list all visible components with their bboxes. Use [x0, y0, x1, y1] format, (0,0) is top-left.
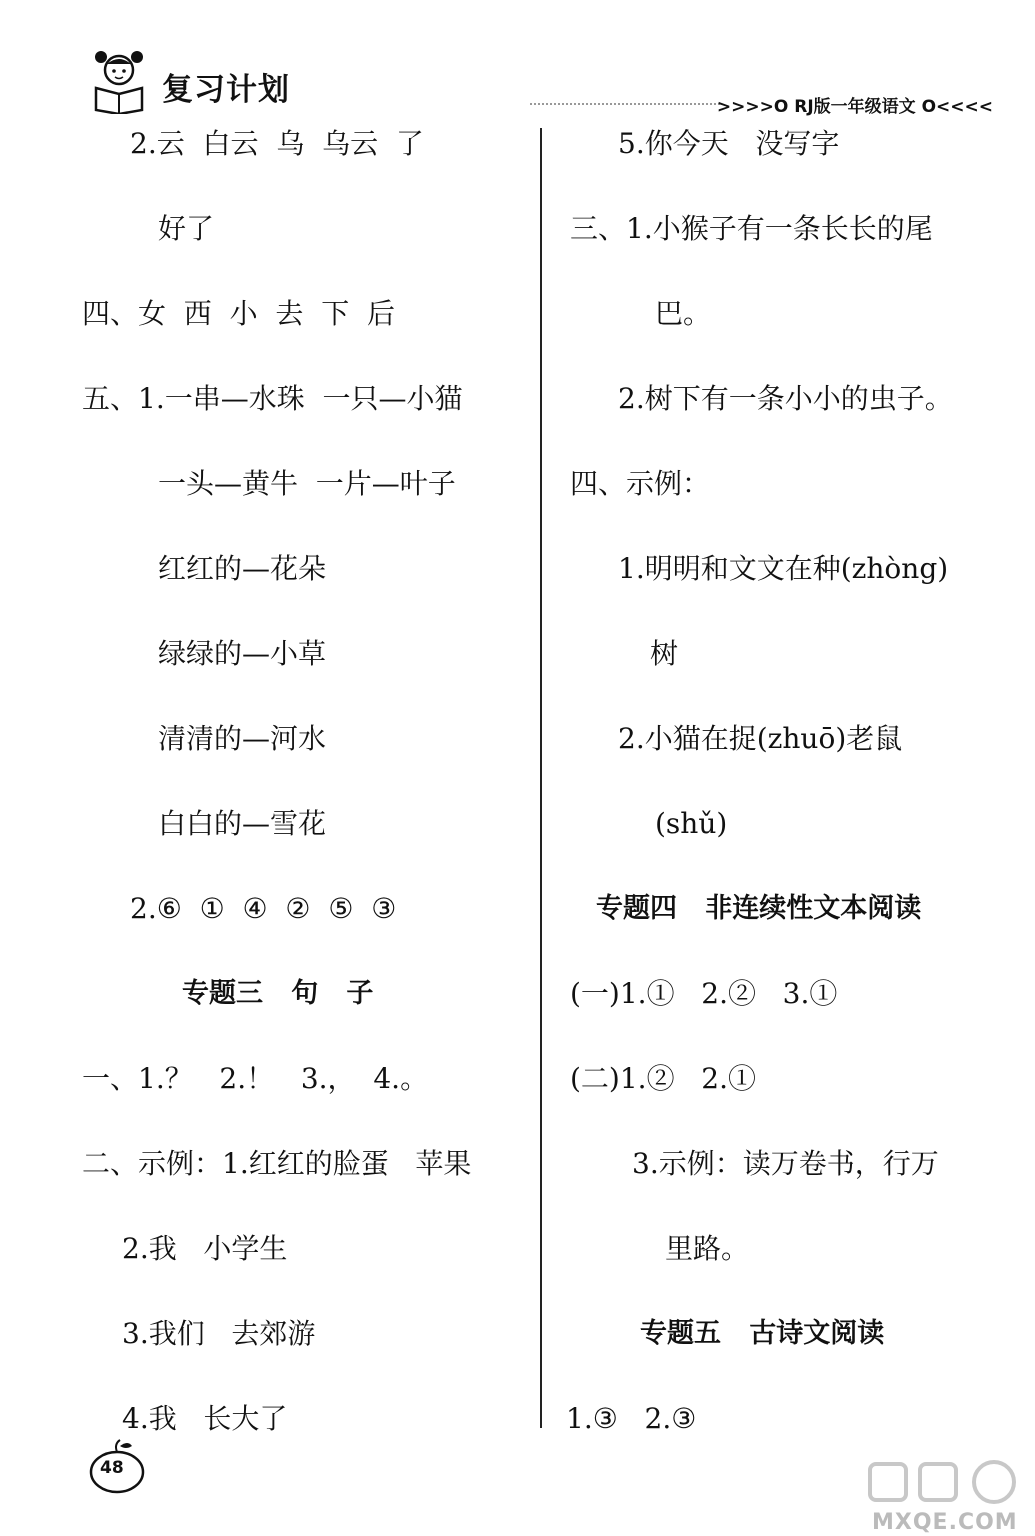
answer-line: 5.你今天 没写字 — [618, 127, 840, 160]
section-line: 一、1.？ 2.！ 3.， 4.。 — [82, 1062, 429, 1095]
answer-line: 绿绿的—小草 — [158, 637, 327, 670]
answer-line: 2.云 白云 乌 乌云 了 — [130, 127, 424, 160]
answer-line: 好了 — [158, 212, 215, 245]
section-line: 五、1.一串—水珠 一只—小猫 — [82, 382, 463, 415]
reading-girl-icon — [86, 48, 152, 114]
brand-title: 复习计划 — [162, 72, 290, 108]
edition-label: >>>>O RJ版一年级语文 O<<<< — [716, 97, 993, 117]
answer-line: 一头—黄牛 一片—叶子 — [158, 467, 456, 500]
answer-line: 树 — [650, 637, 679, 670]
answer-line: 2.我 小学生 — [122, 1232, 288, 1265]
answer-line: 清清的—河水 — [158, 722, 327, 755]
section-line: 四、示例： — [570, 467, 711, 500]
section-line: 1.③ 2.③ — [566, 1402, 697, 1435]
topic-heading: 专题三 句 子 — [182, 978, 374, 1009]
answer-line: 4.我 长大了 — [122, 1402, 288, 1435]
answer-line: 2.⑥ ① ④ ② ⑤ ③ — [130, 892, 397, 925]
answer-line: 1.明明和文文在种(zhòng) — [618, 552, 949, 585]
answer-line: 巴。 — [655, 297, 712, 330]
answer-line: 红红的—花朵 — [158, 552, 327, 585]
section-line: 四、女 西 小 去 下 后 — [82, 297, 396, 330]
section-line: (二)1.② 2.① — [570, 1062, 756, 1095]
page-header — [0, 0, 1035, 120]
answer-line: 3.示例：读万卷书，行万 — [632, 1147, 939, 1180]
section-line: (一)1.① 2.② 3.① — [570, 977, 838, 1010]
header-dotted-rule — [530, 103, 720, 105]
watermark-text: MXQE.COM — [872, 1510, 1018, 1535]
section-line: 二、示例：1.红红的脸蛋 苹果 — [82, 1147, 472, 1180]
page-number: 48 — [100, 1458, 124, 1478]
topic-heading: 专题五 古诗文阅读 — [640, 1318, 885, 1349]
answer-line: 白白的—雪花 — [158, 807, 327, 840]
answer-line: 3.我们 去郊游 — [122, 1317, 316, 1350]
answer-line: 2.小猫在捉(zhuō)老鼠 — [618, 722, 903, 755]
answer-line: 2.树下有一条小小的虫子。 — [618, 382, 953, 415]
column-divider — [540, 128, 542, 1428]
answer-line: (shǔ) — [655, 807, 728, 840]
topic-heading: 专题四 非连续性文本阅读 — [596, 893, 922, 924]
section-line: 三、1.小猴子有一条长长的尾 — [570, 212, 933, 245]
answer-line: 里路。 — [665, 1232, 750, 1265]
